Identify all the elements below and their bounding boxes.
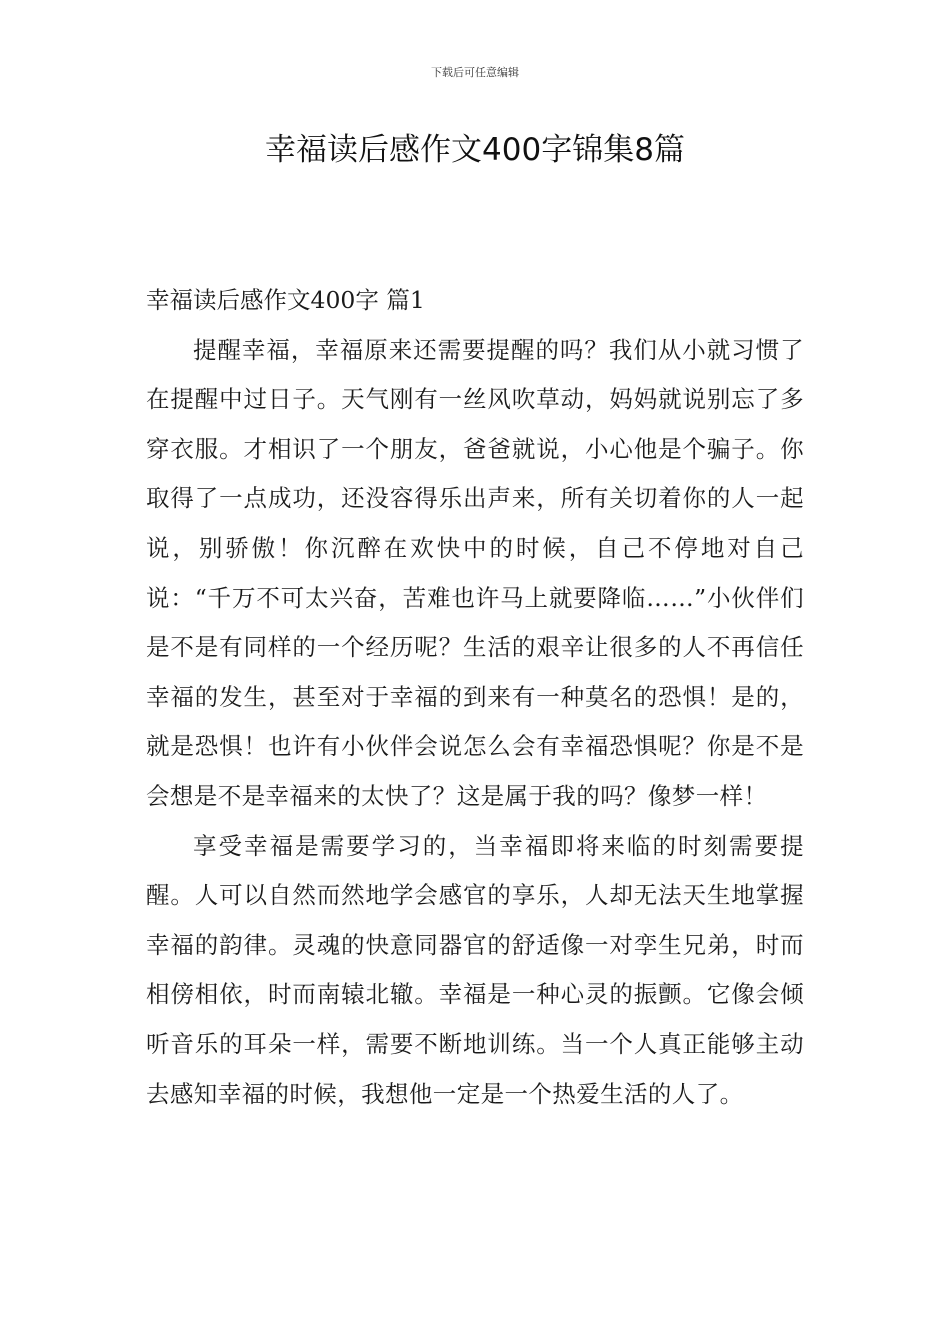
document-body <box>146 276 804 1119</box>
body-paragraph-1: 提醒幸福，幸福原来还需要提醒的吗？我们从小就习惯了在提醒中过日子。天气刚有一丝风吹草动，妈妈就说别忘了多穿衣服。才相识了一个朋友，爸爸就说，小心他是个骗子。你取得了一点成功，还没容得乐出声来，所有关切着你的人一起说，别骄傲！你沉醉在欢快中的时候，自己不停地对自己说：“千万不可太兴奋，苦难也许马上就要降临……”小伙伴们是不是有同样的一个经历呢？生活的艰辛让很多的人不再信任幸福的发生，甚至对于幸福的到来有一种莫名的恐惧！是的，就是恐惧！也许有小伙伴会说怎么会有幸福恐惧呢？你是不是会想是不是幸福来的太快了？这是属于我的吗？像梦一样！ <box>146 335 804 810</box>
page-header-note: 下载后可任意编辑 <box>431 66 519 79</box>
document-title: 幸福读后感作文400字锦集8篇 <box>265 132 685 168</box>
body-paragraph-2: 享受幸福是需要学习的，当幸福即将来临的时刻需要提醒。人可以自然而然地学会感官的享乐，人却无法天生地掌握幸福的韵律。灵魂的快意同器官的舒适像一对孪生兄弟，时而相傍相依，时而南辕北辙。幸福是一种心灵的振颤。它像会倾听音乐的耳朵一样，需要不断地训练。当一个人真正能够主动去感知幸福的时候，我想他一定是一个热爱生活的人了。 <box>146 831 804 1108</box>
section-heading: 幸福读后感作文400字 篇1 <box>146 286 425 314</box>
